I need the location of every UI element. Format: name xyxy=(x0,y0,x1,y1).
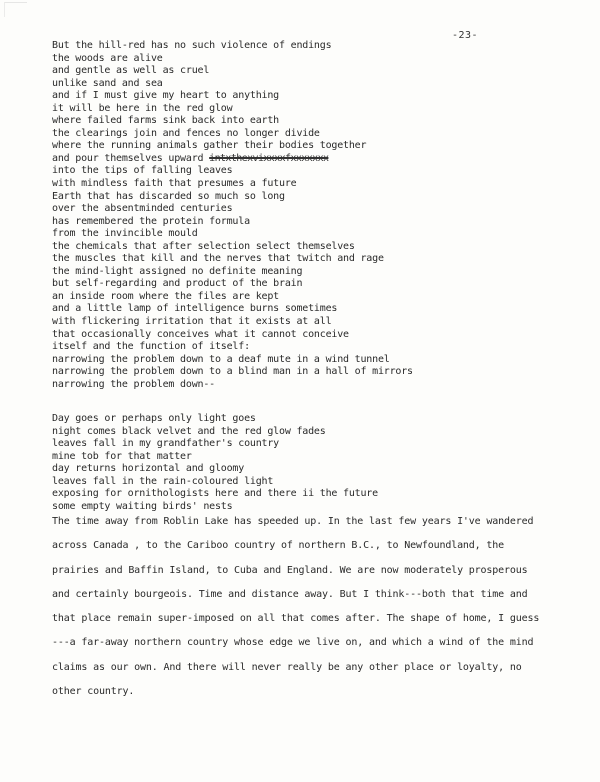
poem-line: Earth that has discarded so much so long xyxy=(52,190,285,202)
poem-line: into the tips of falling leaves xyxy=(52,165,233,177)
paper-corner-mark xyxy=(4,2,27,17)
poem-line: But the hill-red has no such violence of endings xyxy=(52,40,332,51)
prose-line: across Canada , to the Cariboo country of northern B.C., to Newfoundland, the xyxy=(52,540,505,552)
poem-line: has remembered the protein formula xyxy=(52,215,250,227)
poem-line: where failed farms sink back into earth xyxy=(52,115,279,127)
poem-line: leaves fall in my grandfather's country xyxy=(52,438,279,450)
poem-line: but self-regarding and product of the brain xyxy=(52,278,303,290)
poem-line: and if I must give my heart to anything xyxy=(52,90,279,102)
poem-line: with flickering irritation that it exists at all xyxy=(52,316,332,328)
poem-line: narrowing the problem down to a deaf mute in a wind tunnel xyxy=(52,353,390,365)
poem-line: narrowing the problem down-- xyxy=(52,378,215,390)
poem-line: the mind-light assigned no definite meaning xyxy=(52,265,303,277)
poem-line: and gentle as well as cruel xyxy=(52,65,210,77)
poem-line: narrowing the problem down to a blind man in a hall of mirrors xyxy=(52,366,413,378)
poem-line: itself and the function of itself: xyxy=(52,341,250,353)
poem-line: some empty waiting birds' nests xyxy=(52,500,233,512)
poem-line: the clearings join and fences no longer divide xyxy=(52,127,320,139)
poem-stanza-1 xyxy=(52,40,572,391)
prose-line: claims as our own. And there will never really be any other place or loyalty, no xyxy=(52,661,522,673)
struck-out-text: intxthexvixxxxfxxxxxxx xyxy=(209,152,329,164)
prose-line: that place remain super-imposed on all that comes after. The shape of home, I guess xyxy=(52,613,540,625)
poem-line: the woods are alive xyxy=(52,52,163,64)
prose-line: prairies and Baffin Island, to Cuba and England. We are now moderately prosperous xyxy=(52,564,528,576)
poem-line: day returns horizontal and gloomy xyxy=(52,463,245,475)
poem-line: from the invincible mould xyxy=(52,228,198,240)
poem-line-with-strikeout xyxy=(52,153,572,166)
poem-line: that occasionally conceives what it cannot conceive xyxy=(52,328,349,340)
prose-line: ---a far-away northern country whose edge we live on, and which a wind of the mind xyxy=(52,637,534,649)
prose-line: The time away from Roblin Lake has speeded up. In the last few years I've wandered xyxy=(52,516,534,527)
poem-line: over the absentminded centuries xyxy=(52,203,233,215)
page-number: -23- xyxy=(452,30,479,41)
poem-line-text: and pour themselves upward xyxy=(52,152,210,164)
poem-line: mine tob for that matter xyxy=(52,450,192,462)
poem-line: exposing for ornithologists here and there ii the future xyxy=(52,488,378,500)
prose-paragraph xyxy=(52,510,582,704)
poem-line: it will be here in the red glow xyxy=(52,102,233,114)
poem-line: unlike sand and sea xyxy=(52,77,163,89)
poem-line: leaves fall in the rain-coloured light xyxy=(52,475,274,487)
poem-line: and a little lamp of intelligence burns sometimes xyxy=(52,303,338,315)
poem-line: where the running animals gather their bodies together xyxy=(52,140,367,152)
poem-line: night comes black velvet and the red glow fades xyxy=(52,425,326,437)
prose-line: other country. xyxy=(52,686,135,698)
poem-line: an inside room where the files are kept xyxy=(52,290,279,302)
prose-line: and certainly bourgeois. Time and distance away. But I think---both that time and xyxy=(52,588,528,600)
poem-line: the muscles that kill and the nerves that twitch and rage xyxy=(52,253,384,265)
poem-stanza-2 xyxy=(52,413,572,513)
poem-line: with mindless faith that presumes a future xyxy=(52,178,297,190)
poem-line: the chemicals that after selection select themselves xyxy=(52,240,355,252)
poem-line: Day goes or perhaps only light goes xyxy=(52,413,256,424)
